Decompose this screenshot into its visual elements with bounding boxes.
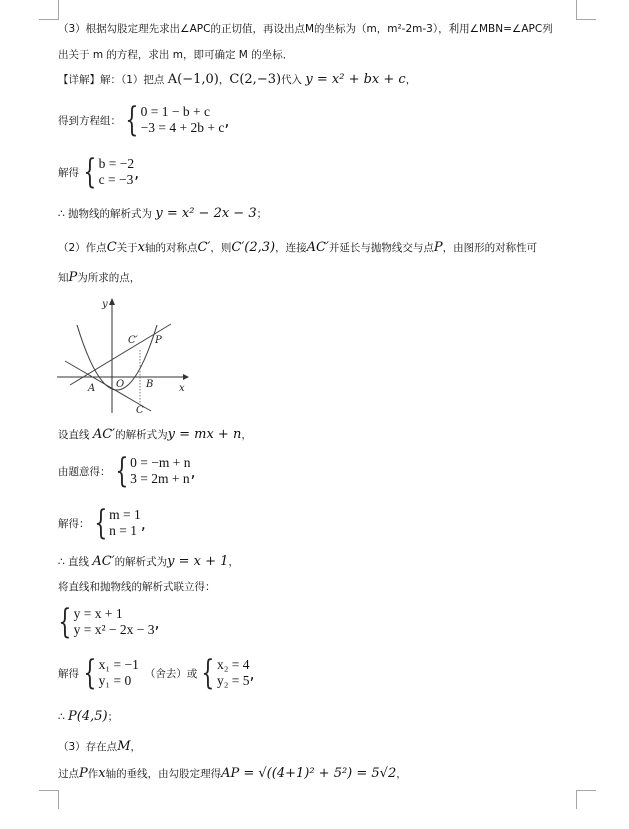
system-label: 解得 xyxy=(58,166,79,179)
point-c-prime-coord: C′(2,3) xyxy=(231,240,276,255)
line-ac-prime xyxy=(70,324,171,385)
solution-part1-line xyxy=(58,73,416,87)
x-axis-arrow-icon xyxy=(183,374,189,380)
equation: c = −3 xyxy=(98,172,134,187)
solution-label: 【详解】解：（1）把点 xyxy=(58,74,165,86)
point-m: M xyxy=(117,739,131,754)
therefore-symbol: ∴ xyxy=(58,711,65,723)
point-p-result xyxy=(58,710,118,724)
left-brace-icon: { xyxy=(83,152,97,192)
equation: y = x² − 2x − 3 xyxy=(73,622,155,637)
analysis-line-1: （3）根据勾股定理先求出∠APC的正切值，再设出点M的坐标为（m，m²-2m-3），利用∠MBN=∠APC列 xyxy=(58,23,553,35)
equation: 0 = −m + n xyxy=(130,455,191,470)
x-var: x xyxy=(98,766,106,781)
text: 过点 xyxy=(58,768,79,780)
ap-length-equation: AP = √((4+1)² + 5²) = 5√2 xyxy=(221,766,397,781)
analysis-line-2: 出关于 m 的方程，求出 m，即可确定 M 的坐标． xyxy=(58,49,294,61)
set-line-equation xyxy=(58,428,252,442)
parabola-equation: y = x² − 2x − 3 xyxy=(155,206,257,221)
system-label: 解得： xyxy=(58,517,90,530)
point-p: P xyxy=(433,240,443,255)
text: 知 xyxy=(58,272,69,284)
segment-ac-prime: AC′ xyxy=(92,427,116,442)
equation: y = x + 1 xyxy=(73,606,123,621)
equation-system-3: 由题意得： { 0 = −m + n 3 = 2m + n , xyxy=(58,451,196,491)
point-c: C(2,−3) xyxy=(229,72,282,87)
point-a: A(−1,0) xyxy=(167,72,219,87)
label-c-prime: C′ xyxy=(128,335,138,346)
text: ，则 xyxy=(210,242,232,254)
equation-system-5: { y = x + 1 y = x² − 2x − 3 , xyxy=(58,602,160,642)
equation: y₂ = 5 xyxy=(216,673,250,688)
part3-line xyxy=(58,740,141,754)
left-brace-icon: { xyxy=(93,503,107,543)
equation-system-4: 解得： { m = 1 n = 1 , xyxy=(58,503,146,543)
parabola-figure xyxy=(55,295,190,420)
pythagorean-line xyxy=(58,767,407,781)
parabola-result-line xyxy=(58,207,267,221)
separator: ， xyxy=(218,74,230,86)
label-p: P xyxy=(155,335,162,346)
text: 作 xyxy=(87,768,99,780)
equation: x₁ = −1 xyxy=(98,657,139,672)
label-a: A xyxy=(88,383,96,394)
system-label: 得到方程组： xyxy=(58,114,121,127)
line-equation: y = x + 1 xyxy=(167,554,229,569)
equation: n = 1 xyxy=(109,523,138,538)
equation-system-2: 解得 { b = −2 c = −3 , xyxy=(58,152,140,192)
point-p: P xyxy=(79,766,88,781)
page-corner-mark-bottom-right xyxy=(576,790,596,809)
semicolon: ； xyxy=(107,711,119,723)
line-result xyxy=(58,555,239,569)
equation: x₂ = 4 xyxy=(216,657,250,672)
left-brace-icon: { xyxy=(125,100,139,140)
left-brace-icon: { xyxy=(114,451,128,491)
text: ，由图形的对称性可 xyxy=(442,242,538,254)
text: （3）存在点 xyxy=(58,741,118,753)
parabola-general-equation: y = x² + bx + c xyxy=(305,72,406,87)
equation: 0 = 1 − b + c xyxy=(140,104,210,119)
text: 关于 xyxy=(116,242,138,254)
x-axis-label: x xyxy=(179,383,185,394)
label-b: B xyxy=(146,379,154,390)
equation: 3 = 2m + n xyxy=(130,471,190,486)
equation: b = −2 xyxy=(98,156,135,171)
comma: ， xyxy=(405,74,417,86)
point-c: C xyxy=(106,240,117,255)
result-label: ∴ 抛物线的解析式为 xyxy=(58,208,153,220)
y-axis-label: y xyxy=(102,299,108,310)
point-p-coord: P(4,5) xyxy=(68,709,108,724)
page-corner-mark-top-right xyxy=(576,0,596,20)
y-axis-arrow-icon xyxy=(109,298,115,305)
point-p: P xyxy=(68,270,78,285)
equation-system-1: 得到方程组： { 0 = 1 − b + c −3 = 4 + 2b + c , xyxy=(58,100,230,140)
system-label: 解得 xyxy=(58,667,79,680)
segment-ac-prime: AC′ xyxy=(92,554,115,569)
point-c-prime: C′ xyxy=(197,240,211,255)
text: 轴的垂线，由勾股定理得 xyxy=(105,768,222,780)
segment-ac-prime: AC′ xyxy=(306,240,329,255)
page-corner-mark-top-left xyxy=(39,0,59,20)
comma: ， xyxy=(228,556,239,568)
equation: y₁ = 0 xyxy=(98,673,132,688)
equation: −3 = 4 + 2b + c xyxy=(140,120,225,135)
line-equation: y = mx + n xyxy=(167,427,242,442)
text: （2）作点 xyxy=(58,242,107,254)
label-c: C xyxy=(136,405,144,416)
text: ∴ 直线 xyxy=(58,556,90,568)
discard-label: （舍去）或 xyxy=(144,667,198,680)
text: 并延长与抛物线交与点 xyxy=(328,242,434,254)
comma: ， xyxy=(396,768,407,780)
comma: ， xyxy=(130,741,141,753)
label-o: O xyxy=(116,379,125,390)
text: 的解析式为 xyxy=(115,429,168,441)
substitute-text: 代入 xyxy=(281,74,303,86)
line-ac xyxy=(65,361,154,411)
combine-line: 将直线和抛物线的解析式联立得： xyxy=(58,581,216,593)
part2-line-2 xyxy=(58,271,140,285)
comma: ， xyxy=(241,429,252,441)
x-var: x xyxy=(137,240,145,255)
semicolon: ； xyxy=(256,208,268,220)
text: 的解析式为 xyxy=(114,556,168,568)
left-brace-icon: { xyxy=(201,653,215,693)
equation: m = 1 xyxy=(109,507,141,522)
page-corner-mark-bottom-left xyxy=(39,790,59,809)
text: 轴的对称点 xyxy=(144,242,198,254)
left-brace-icon: { xyxy=(83,653,97,693)
left-brace-icon: { xyxy=(58,602,72,642)
text: 设直线 xyxy=(58,429,90,441)
system-label: 由题意得： xyxy=(58,465,111,478)
part2-line-1 xyxy=(58,241,537,255)
text: ，连接 xyxy=(275,242,307,254)
text: 为所求的点， xyxy=(77,272,141,284)
equation-system-6: 解得 { x₁ = −1 y₁ = 0 （舍去）或 { x₂ = 4 y₂ = 5 , xyxy=(58,653,255,693)
